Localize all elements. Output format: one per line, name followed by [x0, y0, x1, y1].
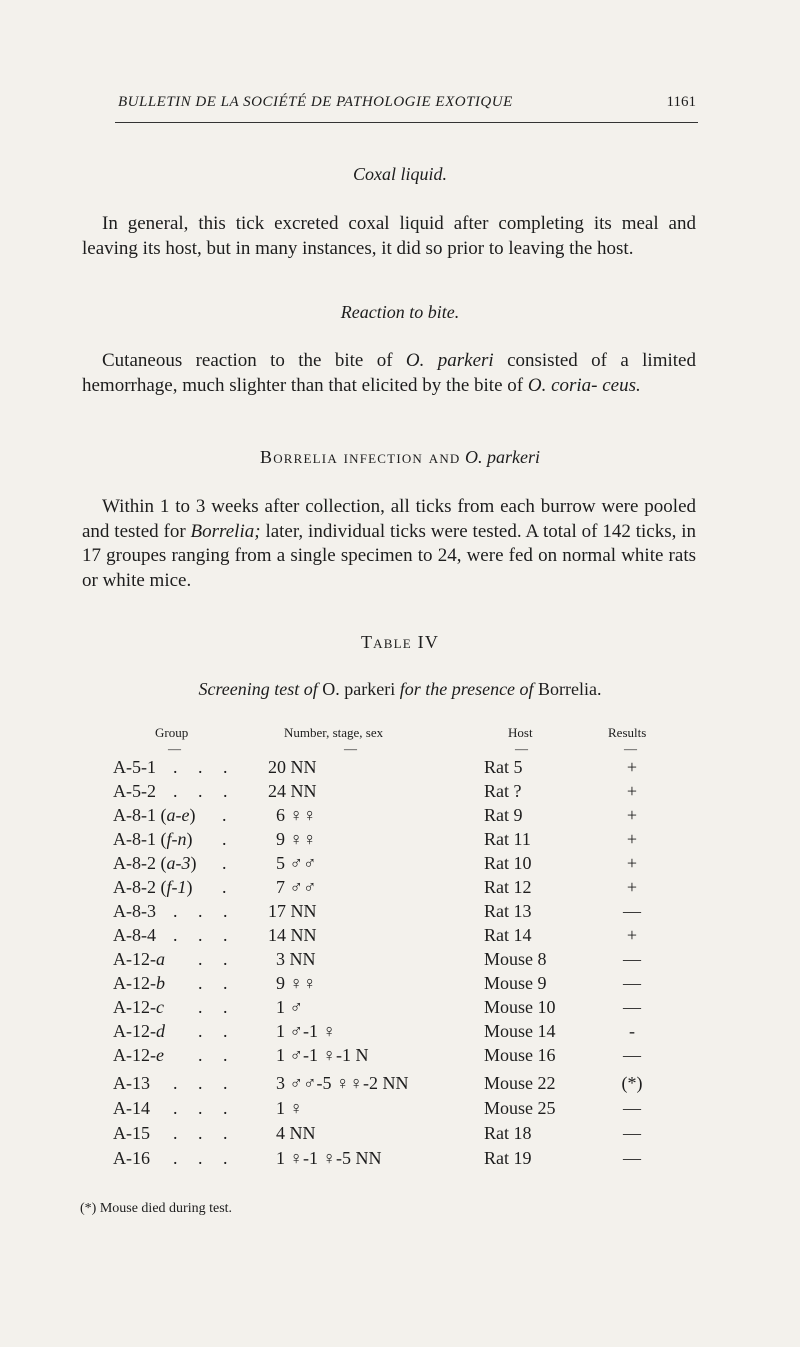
- cell-host: Rat 14: [484, 925, 532, 945]
- cell-result: —: [623, 901, 641, 921]
- cell-host: Mouse 8: [484, 949, 547, 969]
- cell-group: A-8-1 (a-e): [113, 805, 196, 825]
- cell-result: +: [626, 757, 638, 777]
- cell-result: —: [623, 973, 641, 993]
- cell-dots: . .: [198, 1045, 236, 1065]
- cell-number: 9 ♀♀: [276, 973, 317, 993]
- cell-host: Mouse 14: [484, 1021, 556, 1041]
- cell-result: +: [626, 925, 638, 945]
- cell-result: +: [626, 829, 638, 849]
- borrelia-section-title: [0, 447, 800, 468]
- reaction-species-2: O. coria- ceus.: [527, 374, 641, 396]
- cell-group: A-12-a: [113, 949, 165, 969]
- cell-result: (*): [621, 1073, 643, 1093]
- column-header-results: Results: [608, 725, 647, 740]
- cell-dots: . . .: [173, 1123, 236, 1143]
- coxal-title: Coxal liquid.: [353, 164, 447, 184]
- cell-group: A-5-2: [113, 781, 156, 801]
- cell-result: —: [623, 1148, 641, 1168]
- cell-result: —: [623, 949, 641, 969]
- cell-number: 3 NN: [276, 949, 316, 969]
- cell-group: A-12-d: [113, 1021, 165, 1041]
- coxal-paragraph: [82, 212, 696, 261]
- cell-group: A-8-2 (f-1): [113, 877, 193, 897]
- header-rule-number: —: [344, 741, 357, 756]
- borrelia-text-before: Within 1 to 3 weeks after collection, all ticks from each burrow were pooled and tested for: [82, 496, 696, 542]
- cell-group: A-15: [113, 1123, 150, 1143]
- cell-dots: . . .: [173, 781, 236, 801]
- cell-result: +: [626, 853, 638, 873]
- table-caption: Screening test of O. parkeri for the presence of Borrelia.: [198, 679, 602, 699]
- cell-dots: . .: [198, 973, 236, 993]
- caption-genus: Borrelia.: [538, 679, 602, 699]
- table-row: [0, 877, 800, 901]
- reaction-species-1: O. parkeri: [405, 350, 494, 371]
- cell-group: A-8-4: [113, 925, 156, 945]
- cell-result: +: [626, 781, 638, 801]
- table-row: [0, 997, 800, 1021]
- cell-group: A-14: [113, 1098, 150, 1118]
- cell-host: Rat 11: [484, 829, 531, 849]
- cell-dots: . .: [198, 949, 236, 969]
- cell-group: A-13: [113, 1073, 150, 1093]
- cell-number: 9 ♀♀: [276, 829, 317, 849]
- cell-host: Rat 5: [484, 757, 523, 777]
- table-row: [0, 1123, 800, 1147]
- cell-dots: .: [222, 877, 235, 897]
- table-row: [0, 925, 800, 949]
- cell-dots: . . .: [173, 1098, 236, 1118]
- cell-number: 4 NN: [276, 1123, 316, 1143]
- table-row: [0, 829, 800, 853]
- table-row: [0, 1073, 800, 1097]
- table-label: Table IV: [360, 632, 440, 652]
- cell-dots: .: [222, 853, 235, 873]
- cell-host: Rat 13: [484, 901, 532, 921]
- cell-number: 1 ♀-1 ♀-5 NN: [276, 1148, 382, 1168]
- reaction-text-before: Cutaneous reaction to the bite of: [102, 350, 406, 371]
- cell-dots: . . .: [173, 1073, 236, 1093]
- header-rule-results: —: [624, 741, 637, 756]
- cell-host: Rat 19: [484, 1148, 532, 1168]
- reaction-title: Reaction to bite.: [340, 302, 460, 322]
- cell-dots: . .: [198, 997, 236, 1017]
- cell-dots: .: [222, 829, 235, 849]
- cell-group: A-8-3: [113, 901, 156, 921]
- cell-host: Mouse 22: [484, 1073, 556, 1093]
- table-row: [0, 949, 800, 973]
- cell-group: A-8-2 (a-3): [113, 853, 197, 873]
- table-row: [0, 781, 800, 805]
- cell-number: 1 ♀: [276, 1098, 303, 1118]
- running-header: [115, 92, 698, 123]
- cell-number: 17 NN: [268, 901, 317, 921]
- cell-group: A-16: [113, 1148, 150, 1168]
- cell-dots: . . .: [173, 925, 236, 945]
- cell-host: Mouse 9: [484, 973, 547, 993]
- cell-host: Mouse 25: [484, 1098, 556, 1118]
- table-row: [0, 1148, 800, 1172]
- table-row: [0, 1021, 800, 1045]
- cell-result: —: [623, 1045, 641, 1065]
- cell-number: 14 NN: [268, 925, 317, 945]
- cell-result: +: [626, 877, 638, 897]
- table-row: [0, 973, 800, 997]
- borrelia-title-species: O. parkeri: [465, 447, 540, 467]
- reaction-paragraph: [82, 349, 696, 398]
- table-footnote: (*) Mouse died during test.: [80, 1201, 233, 1216]
- cell-result: —: [623, 1123, 641, 1143]
- cell-host: Rat ?: [484, 781, 522, 801]
- cell-result: —: [623, 997, 641, 1017]
- cell-group: A-12-e: [113, 1045, 164, 1065]
- table-row: [0, 853, 800, 877]
- coxal-text: In general, this tick excreted coxal liquid after completing its meal and leaving its host, but in many instances, it did so prior to leaving the host.: [82, 213, 696, 259]
- cell-group: A-5-1: [113, 757, 156, 777]
- table-row: [0, 1045, 800, 1069]
- cell-dots: . . .: [173, 757, 236, 777]
- cell-host: Rat 10: [484, 853, 532, 873]
- cell-dots: . . .: [173, 901, 236, 921]
- reaction-text-middle: consisted of a limited hemorrhage, much slighter than that elicited by the bite of: [82, 350, 696, 396]
- cell-result: —: [623, 1098, 641, 1118]
- cell-number: 6 ♀♀: [276, 805, 317, 825]
- column-header-number: Number, stage, sex: [284, 725, 384, 740]
- cell-number: 24 NN: [268, 781, 317, 801]
- journal-title: BULLETIN DE LA SOCIÉTÉ DE PATHOLOGIE EXOTIQUE: [118, 94, 513, 110]
- column-header-host: Host: [508, 725, 533, 740]
- cell-number: 1 ♂-1 ♀: [276, 1021, 336, 1041]
- cell-number: 3 ♂♂-5 ♀♀-2 NN: [276, 1073, 409, 1093]
- cell-host: Mouse 16: [484, 1045, 556, 1065]
- cell-dots: .: [222, 805, 235, 825]
- borrelia-title-text: Borrelia infection and: [259, 447, 461, 467]
- borrelia-paragraph: [82, 495, 696, 593]
- page-number: 1161: [666, 94, 696, 110]
- cell-host: Rat 12: [484, 877, 532, 897]
- cell-dots: . . .: [173, 1148, 236, 1168]
- borrelia-genus: Borrelia;: [190, 520, 261, 542]
- cell-number: 1 ♂: [276, 997, 303, 1017]
- cell-number: 5 ♂♂: [276, 853, 317, 873]
- cell-result: -: [629, 1021, 635, 1041]
- table-row: [0, 901, 800, 925]
- table-row: [0, 757, 800, 781]
- cell-host: Rat 18: [484, 1123, 532, 1143]
- table-row: [0, 1098, 800, 1122]
- table-row: [0, 805, 800, 829]
- cell-dots: . .: [198, 1021, 236, 1041]
- cell-number: 7 ♂♂: [276, 877, 317, 897]
- borrelia-text-after: later, individual ticks were tested. A total of 142 ticks, in 17 groupes ranging from a single specimen to 24, were fed on normal white rats or white mice.: [82, 520, 697, 591]
- cell-group: A-8-1 (f-n): [113, 829, 193, 849]
- cell-result: +: [626, 805, 638, 825]
- header-rule-host: —: [515, 741, 528, 756]
- cell-host: Rat 9: [484, 805, 523, 825]
- caption-species: O. parkeri: [322, 679, 396, 699]
- cell-host: Mouse 10: [484, 997, 556, 1017]
- column-header-group: Group: [155, 725, 189, 740]
- cell-group: A-12-c: [113, 997, 164, 1017]
- cell-number: 20 NN: [268, 757, 317, 777]
- cell-number: 1 ♂-1 ♀-1 N: [276, 1045, 369, 1065]
- header-rule-group: —: [168, 741, 181, 756]
- cell-group: A-12-b: [113, 973, 165, 993]
